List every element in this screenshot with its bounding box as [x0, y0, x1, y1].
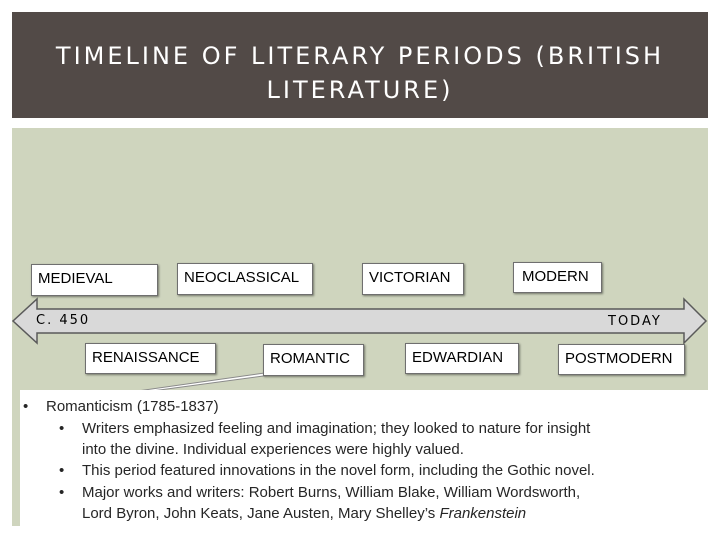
- period-medieval: MEDIEVAL: [31, 264, 158, 296]
- period-edwardian: EDWARDIAN: [405, 343, 519, 374]
- title-line-2: LITERATURE): [266, 76, 454, 104]
- period-modern: MODERN: [513, 262, 602, 293]
- timeline-start-label: C. 450: [36, 313, 91, 328]
- timeline-end-label: TODAY: [608, 314, 662, 329]
- bullet-marker: •: [59, 420, 65, 437]
- romanticism-callout: [20, 390, 708, 526]
- callout-bullet-1-line-2: into the divine. Individual experiences were highly valued.: [82, 441, 464, 458]
- bullet-marker: •: [23, 398, 29, 415]
- callout-works-text: Lord Byron, John Keats, Jane Austen, Mary Shelley’s: [82, 505, 436, 522]
- period-renaissance: RENAISSANCE: [85, 343, 216, 374]
- period-victorian: VICTORIAN: [362, 263, 464, 295]
- title-line-1: TIMELINE OF LITERARY PERIODS (BRITISH: [55, 42, 665, 70]
- period-postmodern: POSTMODERN: [558, 344, 685, 375]
- bullet-marker: •: [59, 484, 65, 501]
- period-romantic: ROMANTIC: [263, 344, 364, 376]
- callout-bullet-2: This period featured innovations in the novel form, including the Gothic novel.: [82, 462, 595, 479]
- frankenstein-title: Frankenstein: [439, 505, 527, 522]
- callout-bullet-1-line-1: Writers emphasized feeling and imagination; they looked to nature for insight: [82, 420, 591, 437]
- callout-bullet-3-line-1: Major works and writers: Robert Burns, William Blake, William Wordsworth,: [82, 484, 581, 501]
- callout-bullet-3-line-2: [82, 505, 526, 522]
- callout-heading: Romanticism (1785-1837): [46, 398, 219, 415]
- bullet-marker: •: [59, 462, 65, 479]
- period-neoclassical: NEOCLASSICAL: [177, 263, 313, 295]
